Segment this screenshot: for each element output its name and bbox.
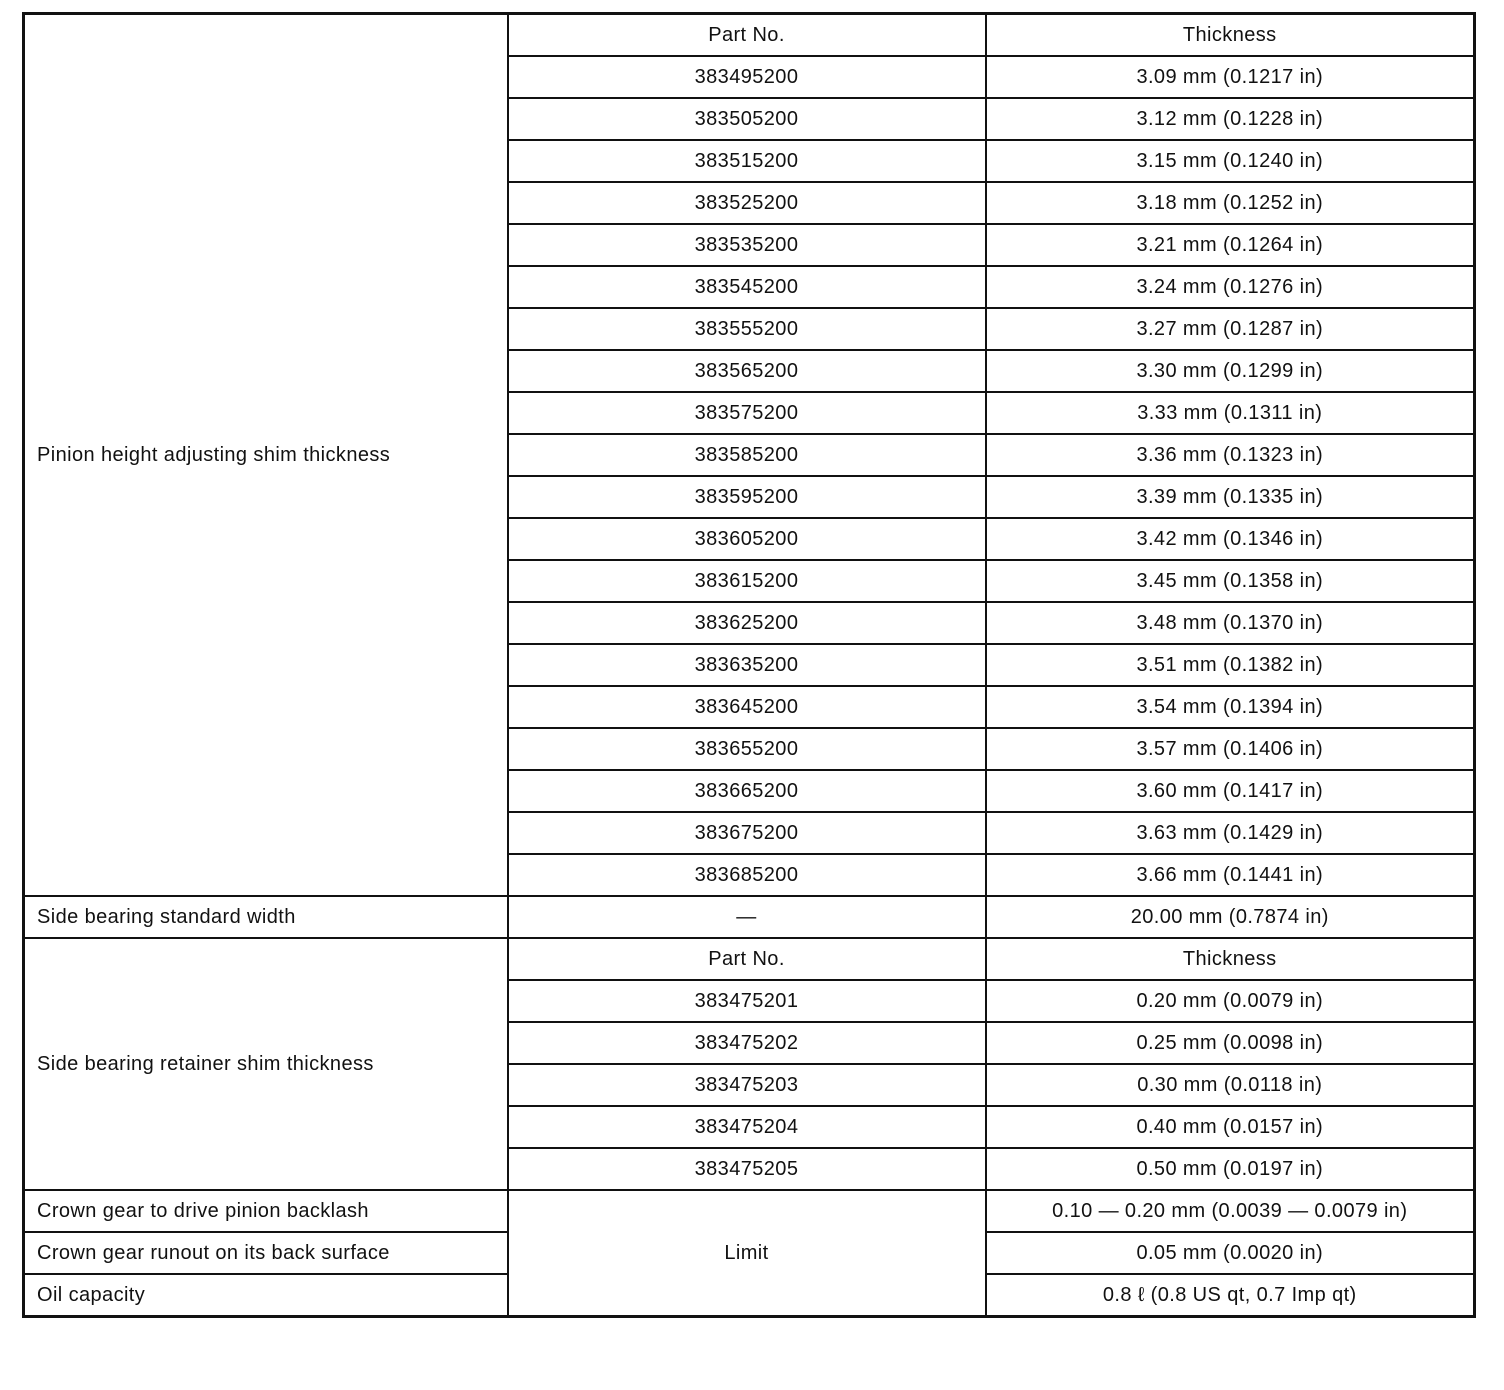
thickness-cell: 3.12 mm (0.1228 in)	[986, 98, 1475, 140]
part-number-cell: 383475201	[508, 980, 986, 1022]
thickness-cell: 3.30 mm (0.1299 in)	[986, 350, 1475, 392]
column-header-part-no: Part No.	[508, 14, 986, 57]
thickness-cell: 3.45 mm (0.1358 in)	[986, 560, 1475, 602]
thickness-cell: 3.39 mm (0.1335 in)	[986, 476, 1475, 518]
part-number-cell: 383675200	[508, 812, 986, 854]
part-number-cell: 383605200	[508, 518, 986, 560]
thickness-cell: 3.51 mm (0.1382 in)	[986, 644, 1475, 686]
thickness-cell: 3.54 mm (0.1394 in)	[986, 686, 1475, 728]
value-cell: 0.10 — 0.20 mm (0.0039 — 0.0079 in)	[986, 1190, 1475, 1232]
thickness-cell: 0.50 mm (0.0197 in)	[986, 1148, 1475, 1190]
part-number-cell: 383665200	[508, 770, 986, 812]
limit-cell: Limit	[508, 1190, 986, 1317]
part-number-cell: 383475204	[508, 1106, 986, 1148]
thickness-cell: 3.15 mm (0.1240 in)	[986, 140, 1475, 182]
part-number-cell: 383655200	[508, 728, 986, 770]
part-number-cell: 383475203	[508, 1064, 986, 1106]
part-number-cell: —	[508, 896, 986, 938]
thickness-cell: 3.33 mm (0.1311 in)	[986, 392, 1475, 434]
thickness-cell: 3.63 mm (0.1429 in)	[986, 812, 1475, 854]
part-number-cell: 383545200	[508, 266, 986, 308]
thickness-cell: 0.30 mm (0.0118 in)	[986, 1064, 1475, 1106]
column-header-thickness: Thickness	[986, 14, 1475, 57]
value-cell: 0.05 mm (0.0020 in)	[986, 1232, 1475, 1274]
thickness-cell: 3.66 mm (0.1441 in)	[986, 854, 1475, 896]
row-label-backlash: Crown gear to drive pinion backlash	[24, 1190, 508, 1232]
column-header-thickness: Thickness	[986, 938, 1475, 980]
part-number-cell: 383475202	[508, 1022, 986, 1064]
part-number-cell: 383645200	[508, 686, 986, 728]
part-number-cell: 383585200	[508, 434, 986, 476]
part-number-cell: 383505200	[508, 98, 986, 140]
row-label-runout: Crown gear runout on its back surface	[24, 1232, 508, 1274]
thickness-cell: 0.25 mm (0.0098 in)	[986, 1022, 1475, 1064]
thickness-cell: 3.60 mm (0.1417 in)	[986, 770, 1475, 812]
table-row	[24, 896, 1475, 938]
spec-table	[22, 12, 1476, 1318]
part-number-cell: 383575200	[508, 392, 986, 434]
part-number-cell: 383635200	[508, 644, 986, 686]
part-number-cell: 383535200	[508, 224, 986, 266]
thickness-cell: 3.48 mm (0.1370 in)	[986, 602, 1475, 644]
part-number-cell: 383515200	[508, 140, 986, 182]
thickness-cell: 3.42 mm (0.1346 in)	[986, 518, 1475, 560]
table-row	[24, 14, 1475, 57]
part-number-cell: 383685200	[508, 854, 986, 896]
table-row	[24, 938, 1475, 980]
part-number-cell: 383625200	[508, 602, 986, 644]
thickness-cell: 3.18 mm (0.1252 in)	[986, 182, 1475, 224]
row-label-side-bearing-width: Side bearing standard width	[24, 896, 508, 938]
part-number-cell: 383615200	[508, 560, 986, 602]
row-label-pinion-shim: Pinion height adjusting shim thickness	[24, 14, 508, 897]
thickness-cell: 3.57 mm (0.1406 in)	[986, 728, 1475, 770]
thickness-cell: 20.00 mm (0.7874 in)	[986, 896, 1475, 938]
part-number-cell: 383495200	[508, 56, 986, 98]
row-label-oil-capacity: Oil capacity	[24, 1274, 508, 1317]
thickness-cell: 3.27 mm (0.1287 in)	[986, 308, 1475, 350]
thickness-cell: 3.21 mm (0.1264 in)	[986, 224, 1475, 266]
row-label-retainer-shim: Side bearing retainer shim thickness	[24, 938, 508, 1190]
thickness-cell: 3.36 mm (0.1323 in)	[986, 434, 1475, 476]
thickness-cell: 3.24 mm (0.1276 in)	[986, 266, 1475, 308]
column-header-part-no: Part No.	[508, 938, 986, 980]
thickness-cell: 0.20 mm (0.0079 in)	[986, 980, 1475, 1022]
part-number-cell: 383595200	[508, 476, 986, 518]
thickness-cell: 3.09 mm (0.1217 in)	[986, 56, 1475, 98]
value-cell: 0.8 ℓ (0.8 US qt, 0.7 Imp qt)	[986, 1274, 1475, 1317]
part-number-cell: 383475205	[508, 1148, 986, 1190]
table-row	[24, 1190, 1475, 1232]
thickness-cell: 0.40 mm (0.0157 in)	[986, 1106, 1475, 1148]
part-number-cell: 383525200	[508, 182, 986, 224]
part-number-cell: 383555200	[508, 308, 986, 350]
part-number-cell: 383565200	[508, 350, 986, 392]
